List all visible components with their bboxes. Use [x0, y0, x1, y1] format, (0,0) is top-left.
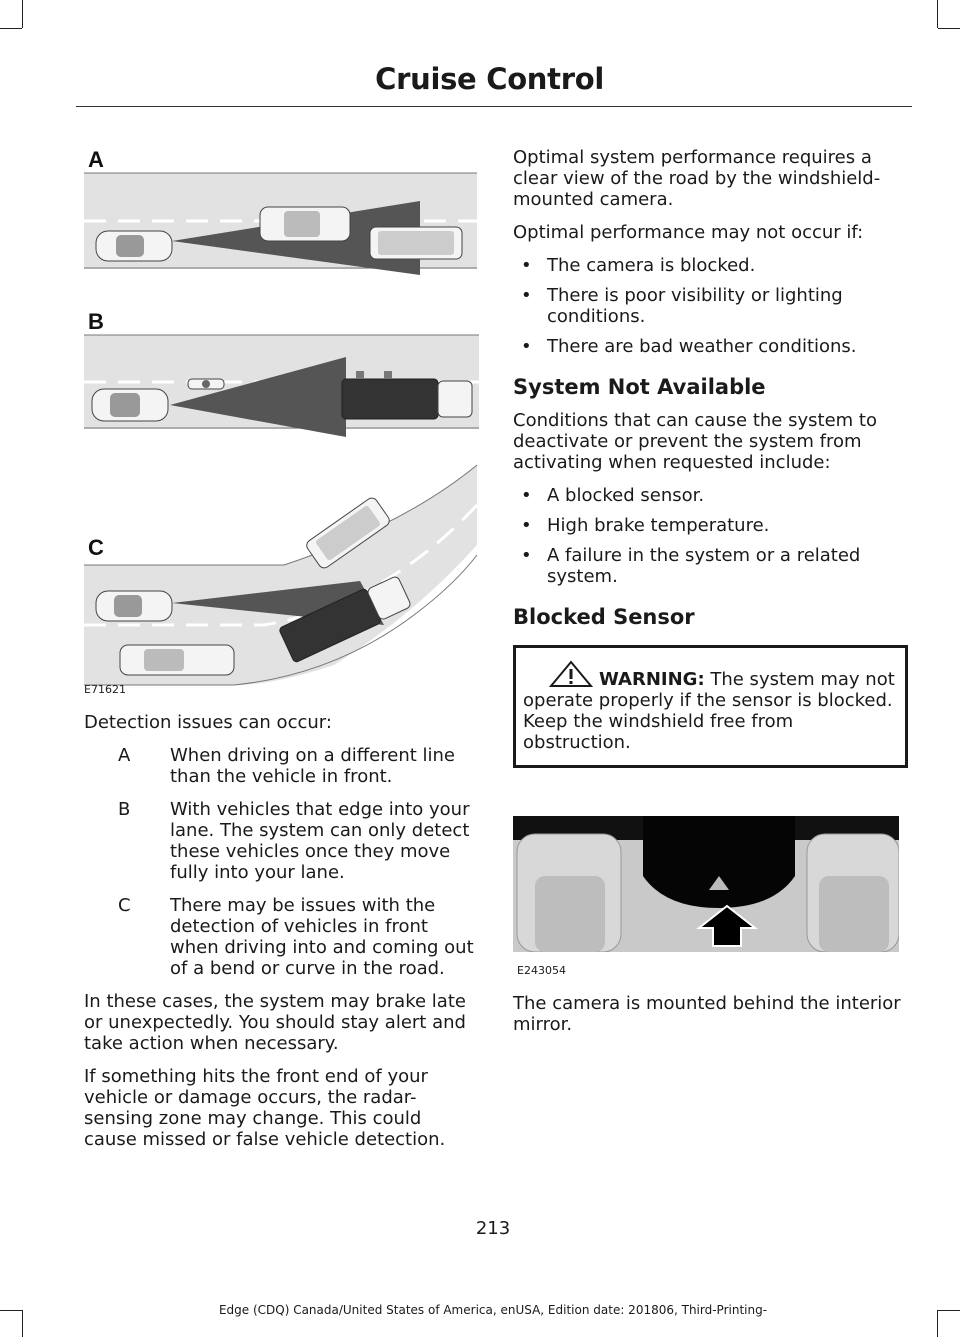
definition-item	[84, 799, 479, 883]
definition-text: When driving on a different line than the vehicle in front.	[170, 745, 455, 787]
bullet-list	[513, 255, 908, 357]
paragraph: Conditions that can cause the system to deactivate or prevent the system from activating when requested include:	[513, 410, 877, 473]
seat-icon	[807, 834, 899, 952]
title-divider	[76, 106, 912, 107]
car-icon	[96, 591, 172, 621]
paragraph: Optimal system performance requires a clear view of the road by the windshield-mounted camera.	[513, 147, 881, 210]
figure-code: E71621	[84, 683, 126, 696]
paragraph: In these cases, the system may brake late or unexpectedly. You should stay alert and take action when necessary.	[84, 991, 466, 1054]
definition-item	[84, 745, 479, 787]
panel-label-b: B	[88, 309, 104, 334]
paragraph: If something hits the front end of your vehicle or damage occurs, the radar-sensing zone may change. This could cause missed or false vehicle detection.	[84, 1066, 446, 1150]
list-item: • The camera is blocked.	[521, 255, 756, 276]
warning-text: The system may not operate properly if the sensor is blocked. Keep the windshield free from obstruction.	[523, 669, 895, 753]
paragraph: Optimal performance may not occur if:	[513, 222, 864, 243]
suv-icon	[260, 207, 350, 241]
page-number: 213	[475, 1218, 511, 1239]
crop-mark	[22, 0, 23, 28]
list-item: • There are bad weather conditions.	[521, 336, 857, 357]
panel-label-a: A	[88, 147, 104, 172]
car-icon	[120, 645, 234, 675]
list-item: • High brake temperature.	[521, 515, 770, 536]
figure-code: E243054	[517, 964, 566, 977]
detection-scenarios-figure	[84, 145, 479, 700]
crop-mark	[938, 28, 960, 29]
warning-box	[513, 645, 908, 768]
list-item: • A failure in the system or a related system.	[521, 545, 861, 587]
right-column	[513, 147, 908, 1047]
section-heading: Blocked Sensor	[513, 605, 695, 629]
panel-label-c: C	[88, 535, 104, 560]
list-item: • There is poor visibility or lighting conditions.	[521, 285, 843, 327]
detection-intro: Detection issues can occur:	[84, 712, 332, 733]
definition-key: C	[118, 895, 131, 916]
warning-label: WARNING:	[599, 669, 705, 690]
definition-item	[84, 895, 479, 979]
warning-triangle-icon	[549, 660, 593, 688]
section-heading: System Not Available	[513, 375, 766, 399]
definition-key: A	[118, 745, 131, 766]
page-title: Cruise Control	[375, 62, 604, 96]
crop-mark	[937, 0, 938, 28]
definition-text: With vehicles that edge into your lane. The system can only detect these vehicles once they move fully into your lane.	[170, 799, 470, 883]
seat-icon	[517, 834, 621, 952]
paragraph: The camera is mounted behind the interior mirror.	[513, 993, 901, 1035]
bullet-list	[513, 485, 908, 587]
car-icon	[96, 231, 172, 261]
camera-location-figure	[513, 816, 899, 952]
car-icon	[92, 389, 168, 421]
left-column	[84, 712, 479, 1162]
van-icon	[370, 227, 462, 259]
footer-edition: Edge (CDQ) Canada/United States of America, enUSA, Edition date: 201806, Third-Printing-	[218, 1303, 768, 1317]
crop-mark	[0, 28, 22, 29]
list-item: • A blocked sensor.	[521, 485, 705, 506]
definition-text: There may be issues with the detection of vehicles in front when driving into and coming out of a bend or curve in the road.	[170, 895, 474, 979]
definition-key: B	[118, 799, 131, 820]
motorcycle-icon	[188, 379, 224, 389]
